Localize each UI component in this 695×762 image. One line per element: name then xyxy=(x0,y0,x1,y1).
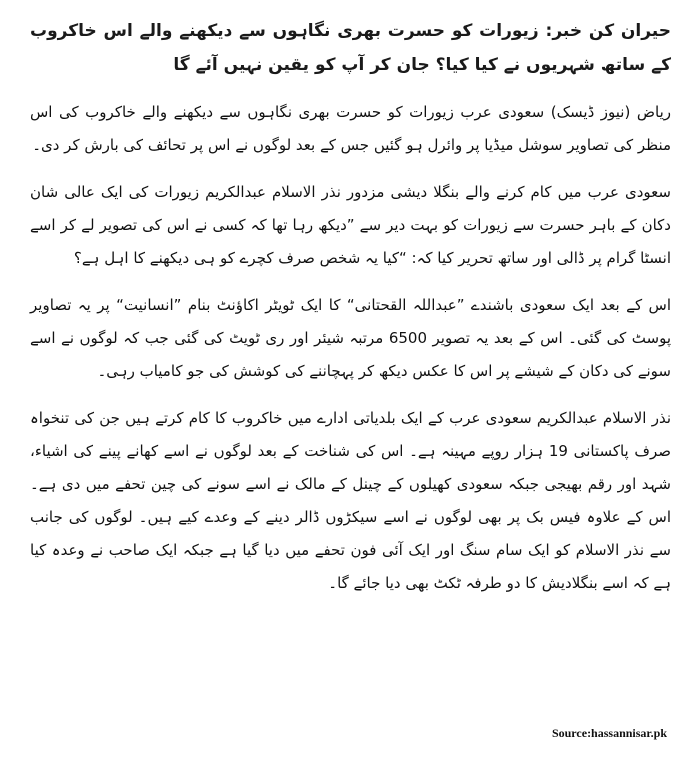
article xyxy=(30,14,671,614)
article-paragraph-2: سعودی عرب میں کام کرنے والے بنگلا دیشی مزدور نذر الاسلام عبدالکریم زیورات کی ایک عالی شان دکان کے باہر حسرت سے زیورات کو بہت دیر سے ”دیکھ رہا تھا کہ کسی نے اس کی تصویر لے کر اسے انسٹا گرام پر ڈالی اور ساتھ تحریر کیا کہ: “کیا یہ شخص صرف کچرے کو ہی دیکھنے کا اہل ہے؟ xyxy=(30,183,671,267)
article-headline: حیران کن خبر: زیورات کو حسرت بھری نگاہوں سے دیکھنے والے اس خاکروب کے ساتھ شہریوں نے کیا کیا؟ جان کر آپ کو یقین نہیں آئے گا xyxy=(30,21,671,75)
source-credit: Source:hassannisar.pk xyxy=(551,726,667,740)
article-paragraph-4: نذر الاسلام عبدالکریم سعودی عرب کے ایک بلدیاتی ادارے میں خاکروب کا کام کرتے ہیں جن کی تنخواہ صرف پاکستانی 19 ہزار روپے مہینہ ہے۔ اس کی شناخت کے بعد لوگوں نے اسے کھانے پینے کی اشیاء، شہد اور رقم بھیجی جبکہ سعودی کھیلوں کے چینل کے مالک نے اسے سونے کی چین تحفے میں دی ہے۔ اس کے علاوہ فیس بک پر بھی لوگوں نے اسے سیکڑوں ڈالر دینے کے وعدے کیے ہیں۔ لوگوں کی جانب سے نذر الاسلام کو ایک سام سنگ اور ایک آئی فون تحفے میں دیا گیا ہے جبکہ ایک صاحب نے وعدہ کیا ہے کہ اسے بنگلادیش کا دو طرفہ ٹکٹ بھی دیا جائے گا۔ xyxy=(30,409,671,592)
article-paragraph-1: ریاض (نیوز ڈیسک) سعودی عرب زیورات کو حسرت بھری نگاہوں سے دیکھنے والے خاکروب کی اس منظر کی تصاویر سوشل میڈیا پر وائرل ہو گئیں جس کے بعد لوگوں نے اس پر تحائف کی بارش کر دی۔ xyxy=(30,103,671,154)
article-paragraph-3: اس کے بعد ایک سعودی باشندے ”عبداللہ القحتانی“ کا ایک ٹویٹر اکاؤنٹ بنام ”انسانیت“ پر یہ تصاویر پوسٹ کی گئی۔ اس کے بعد یہ تصویر 6500 مرتبہ شیئر اور ری ٹویٹ کی گئی جب کہ لوگوں نے اسے سونے کی دکان کے شیشے پر اس کا عکس دیکھ کر پہچاننے کی کوشش کی جو کامیاب رہی۔ xyxy=(30,296,672,380)
